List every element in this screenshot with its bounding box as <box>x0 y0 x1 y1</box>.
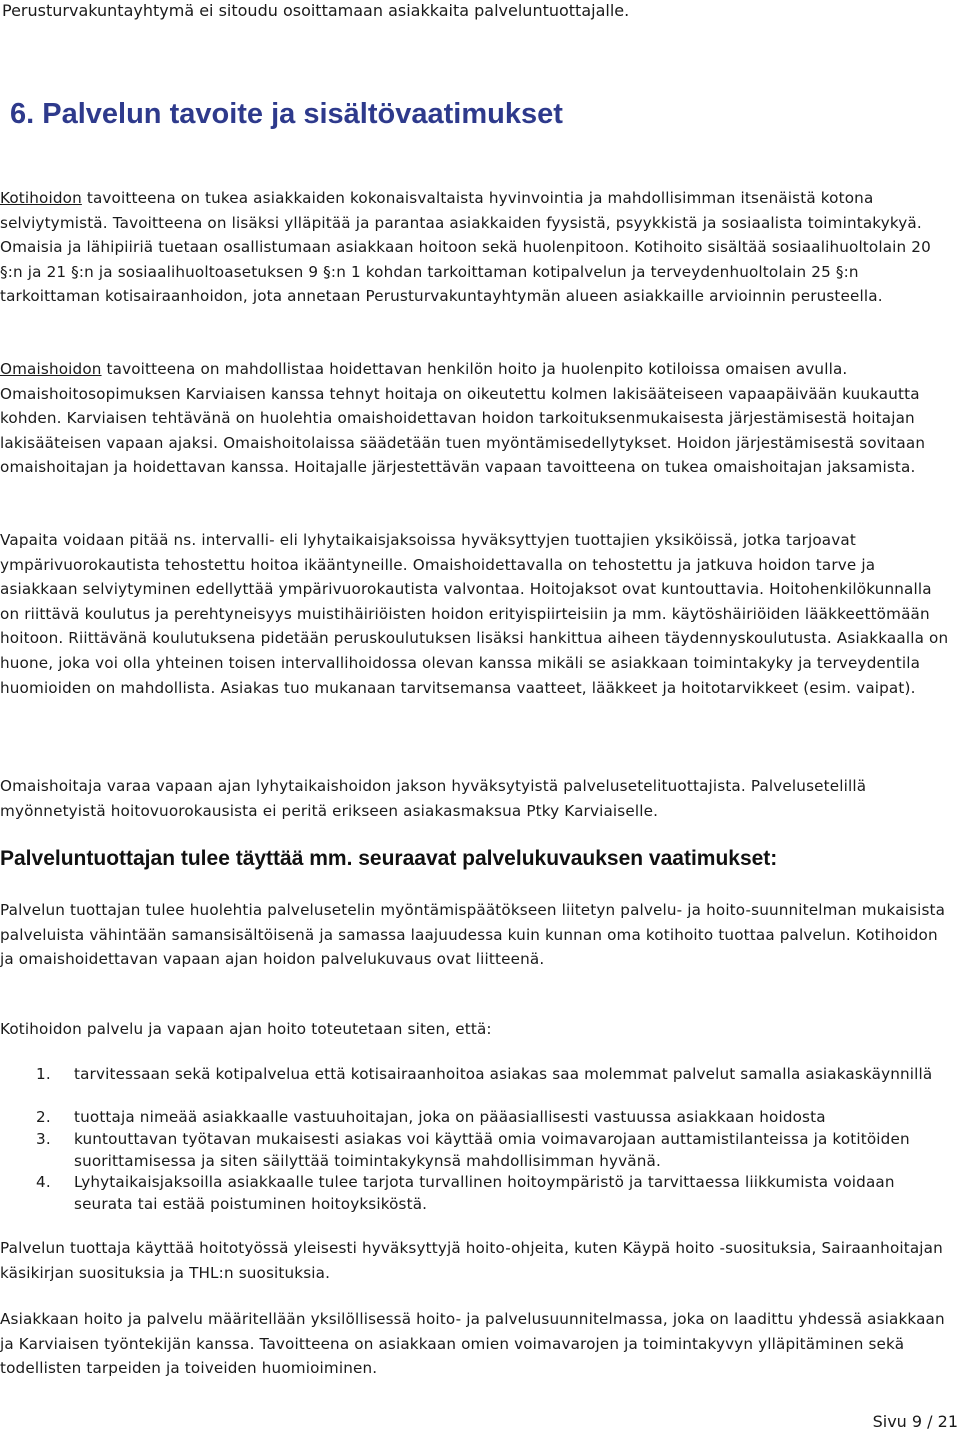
paragraph-omaishoito <box>0 357 955 480</box>
list-item-text: Lyhytaikaisjaksoilla asiakkaalle tulee tarjota turvallinen hoitoympäristö ja tarvittaessa liikkumista voidaan seurata tai estää poistuminen hoitoyksiköstä. <box>74 1173 895 1213</box>
list-item-text: kuntouttavan työtavan mukaisesti asiakas voi käyttää omia voimavarojaan auttamistilanteissa ja kotitöiden suorittamisessa ja siten säilyttää toimintakykynsä mahdollisimman hyvänä. <box>74 1130 910 1170</box>
section-title: 6. Palvelun tavoite ja sisältövaatimukset <box>10 98 563 130</box>
requirements-heading: Palveluntuottajan tulee täyttää mm. seuraavat palvelukuvauksen vaatimukset: <box>0 847 778 870</box>
list-item <box>0 1172 955 1215</box>
list-item-number: 4. <box>36 1173 51 1191</box>
paragraph-hoito-ohjeet <box>0 1236 955 1285</box>
paragraph-omaishoitaja-text: Omaishoitaja varaa vapaan ajan lyhytaikaishoidon jakson hyväksytyistä palvelusetelituottajista. Palvelusetelillä myönnetyistä hoitovuorokausista ei peritä erikseen asiakasmaksua Ptky Karviaiselle. <box>0 777 867 820</box>
paragraph-suunnitelma <box>0 1307 955 1381</box>
paragraph-vapaat <box>0 528 955 700</box>
paragraph-hoito-ohjeet-text: Palvelun tuottaja käyttää hoitotyössä yleisesti hyväksyttyjä hoito-ohjeita, kuten Käypä hoito -suosituksia, Sairaanhoitajan käsikirjan suosituksia ja THL:n suosituksia. <box>0 1239 943 1282</box>
requirements-list <box>0 1064 955 1215</box>
paragraph-tuottaja <box>0 898 955 972</box>
paragraph-omaishoito-text: tavoitteena on mahdollistaa hoidettavan henkilön hoito ja huolenpito kotiloissa omaisen avulla. Omaishoitosopimuksen Karviaisen kanssa tehnyt hoitaja on oikeutettu kolmen lakisääteiseen vapaapäivään kuukautta kohden. Karviaisen tehtävänä on huolehtia omaishoidettavan hoidon tarkoituksenmukaisesta järjestämisestä hoitajan lakisääteisen vapaan ajaksi. Omaishoitolaissa säädetään tuen myöntämisedellytykset. Hoidon järjestämisestä sovitaan omaishoitajan ja hoidettavan kanssa. Hoitajalle järjestettävän vapaan tavoitteena on tukea omaishoitajan jaksamista. <box>0 360 926 477</box>
kotihoidon-link[interactable]: Kotihoidon <box>0 189 82 207</box>
list-item-number: 2. <box>36 1108 51 1126</box>
paragraph-kotihoito-text: tavoitteena on tukea asiakkaiden kokonaisvaltaista hyvinvointia ja mahdollisimman itsenäistä kotona selviytymistä. Tavoitteena on lisäksi ylläpitää ja parantaa asiakkaiden fyysistä, psyykkistä ja sosiaalista toimintakykyä. Omaisia ja lähipiiriä tuetaan osallistumaan asiakkaan hoitoon sekä huolenpitoon. Kotihoito sisältää sosiaalihuoltolain 20 §:n ja 21 §:n ja sosiaalihuoltoasetuksen 9 §:n 1 kohdan tarkoittaman kotipalvelun ja terveydenhuoltolain 25 §:n tarkoittaman kotisairaanhoidon, jota annetaan Perusturvakuntayhtymän alueen asiakkaille arvioinnin perusteella. <box>0 189 931 306</box>
paragraph-toteutus-text: Kotihoidon palvelu ja vapaan ajan hoito toteutetaan siten, että: <box>0 1020 492 1038</box>
list-item-number: 3. <box>36 1130 51 1148</box>
paragraph-suunnitelma-text: Asiakkaan hoito ja palvelu määritellään yksilöllisessä hoito- ja palvelusuunnitelmassa, joka on laadittu yhdessä asiakkaan ja Karviaisen työntekijän kanssa. Tavoitteena on asiakkaan omien voimavarojen ja toimintakyvyn ylläpitäminen sekä todellisten tarpeiden ja toiveiden huomioiminen. <box>0 1310 945 1378</box>
list-item <box>0 1129 955 1172</box>
paragraph-tuottaja-text: Palvelun tuottajan tulee huolehtia palvelusetelin myöntämispäätökseen liitetyn palvelu- ja hoito-suunnitelman mukaisista palveluista vähintään samansisältöisenä ja samassa laajuudessa kuin kunnan oma kotihoito tuottaa palvelun. Kotihoidon ja omaishoidettavan vapaan ajan hoidon palvelukuvaus ovat liitteenä. <box>0 901 946 969</box>
list-item-number: 1. <box>36 1065 51 1083</box>
omaishoidon-link[interactable]: Omaishoidon <box>0 360 102 378</box>
paragraph-kotihoito <box>0 186 955 309</box>
paragraph-vapaat-text: Vapaita voidaan pitää ns. intervalli- eli lyhytaikaisjaksoissa hyväksyttyjen tuottajien yksiköissä, jotka tarjoavat ympärivuorokautista tehostettu hoitoa ikääntyneille. Omaishoidettavalla on tehostettu ja jatkuva hoidon tarve ja asiakkaan selviytyminen edellyttää ympärivuorokautista valvontaa. Hoitojaksot ovat kuntouttavia. Hoitohenkilökunnalla on riittävä koulutus ja perehtyneisyys muistihäiriöisten hoidon erityispiirteisiin ja mm. käytöshäiriöiden lääkkeettömään hoitoon. Riittävänä koulutuksena pidetään peruskoulutuksen lisäksi hankittua aiheen täydennyskoulutusta. Asiakkaalla on huone, joka voi olla yhteinen toisen intervallihoidossa olevan kanssa mikäli se asiakkaan toimintakyky ja terveydentila huomioiden on mahdollista. Asiakas tuo mukanaan tarvitsemansa vaatteet, lääkkeet ja hoitotarvikkeet (esim. vaipat). <box>0 531 949 697</box>
header-note: Perusturvakuntayhtymä ei sitoudu osoittamaan asiakkaita palveluntuottajalle. <box>2 1 630 20</box>
list-item-text: tarvitessaan sekä kotipalvelua että kotisairaanhoitoa asiakas saa molemmat palvelut samalla asiakaskäynnillä <box>74 1065 933 1083</box>
list-item <box>0 1064 955 1107</box>
page-number: Sivu 9 / 21 <box>872 1412 958 1431</box>
paragraph-toteutus <box>0 1017 955 1042</box>
paragraph-omaishoitaja <box>0 774 955 823</box>
list-item <box>0 1107 955 1129</box>
list-item-text: tuottaja nimeää asiakkaalle vastuuhoitajan, joka on pääasiallisesti vastuussa asiakkaan hoidosta <box>74 1108 826 1126</box>
